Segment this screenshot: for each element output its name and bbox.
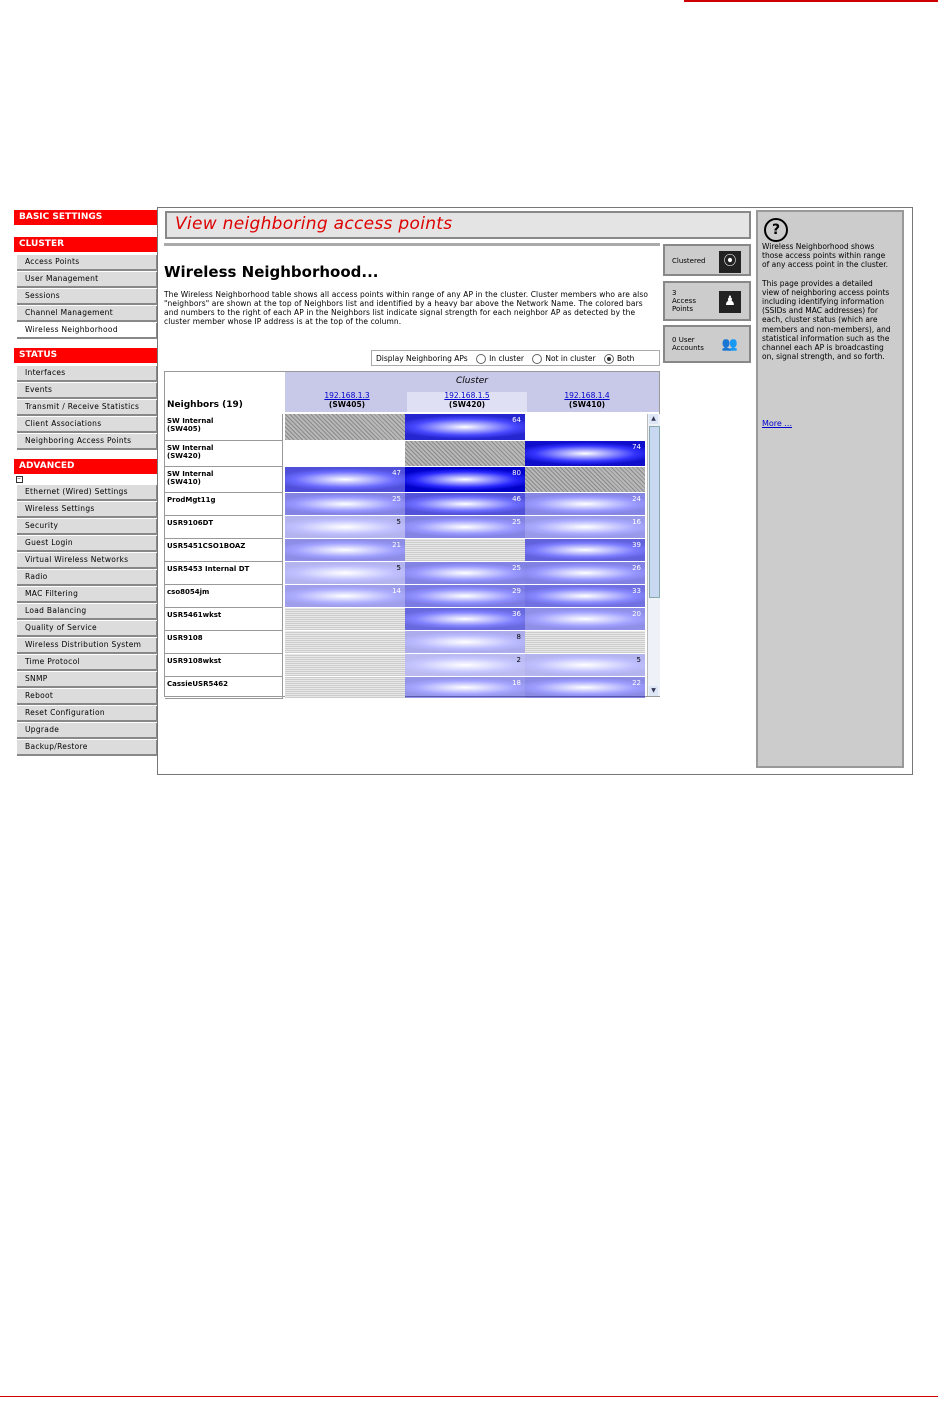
- neighbor-row-name: ProdMgt11g: [165, 493, 283, 516]
- nav-item-neighboring-access-points[interactable]: Neighboring Access Points: [17, 434, 157, 450]
- nav-item-transmit-receive-statistics[interactable]: Transmit / Receive Statistics: [17, 400, 157, 416]
- radio-both-label: Both: [617, 354, 635, 363]
- scrollbar-thumb[interactable]: [649, 426, 660, 598]
- radio-both[interactable]: [604, 354, 614, 364]
- radio-in-cluster-label: In cluster: [489, 354, 524, 363]
- collapse-icon[interactable]: −: [17, 476, 22, 482]
- neighbor-row-name: USR5451CSO1BOAZ: [165, 539, 283, 562]
- radio-not-in-cluster-label: Not in cluster: [545, 354, 596, 363]
- signal-strength-cell: 16: [525, 516, 645, 539]
- nav-item-reboot[interactable]: Reboot: [17, 689, 157, 705]
- signal-strength-cell: 25: [405, 562, 525, 585]
- cluster-title: Cluster: [456, 376, 488, 386]
- no-signal-cell: [285, 654, 405, 677]
- access-points-icon: ♟: [719, 291, 741, 313]
- signal-strength-cell: 74: [525, 441, 645, 467]
- nav-item-security[interactable]: Security: [17, 519, 157, 535]
- signal-strength-cell: 80: [405, 467, 525, 493]
- signal-strength-cell: 36: [405, 608, 525, 631]
- signal-strength-cell: 29: [405, 585, 525, 608]
- nav-item-virtual-wireless-networks[interactable]: Virtual Wireless Networks: [17, 553, 157, 569]
- no-signal-cell: [285, 631, 405, 654]
- signal-strength-cell: 2: [405, 654, 525, 677]
- neighbor-row-name: CassieUSR5462: [165, 677, 283, 699]
- nav-item-interfaces[interactable]: Interfaces: [17, 366, 157, 382]
- signal-strength-cell: 5: [285, 516, 405, 539]
- user-accounts-count: 0: [672, 336, 677, 344]
- signal-strength-cell: 8: [405, 631, 525, 654]
- nav-item-backup-restore[interactable]: Backup/Restore: [17, 740, 157, 756]
- radio-in-cluster[interactable]: [476, 354, 486, 364]
- neighbor-filter: [371, 350, 660, 366]
- nav-item-reset-configuration[interactable]: Reset Configuration: [17, 706, 157, 722]
- empty-cell: [285, 441, 405, 467]
- nav-item-quality-of-service[interactable]: Quality of Service: [17, 621, 157, 637]
- signal-strength-cell: 39: [525, 539, 645, 562]
- nav-item-access-points[interactable]: Access Points: [17, 255, 157, 271]
- nav-section-cluster[interactable]: CLUSTER: [14, 237, 157, 252]
- neighbors-table: [164, 371, 660, 697]
- access-points-label: Access Points: [672, 297, 696, 313]
- access-points-status-box[interactable]: [663, 281, 751, 321]
- sidebar-nav: [14, 210, 157, 757]
- signal-strength-cell: 21: [285, 539, 405, 562]
- cluster-header: [285, 372, 659, 412]
- neighbor-row-name: USR5461wkst: [165, 608, 283, 631]
- column-ap3-name: (SW410): [568, 399, 606, 409]
- scroll-up-icon[interactable]: ▲: [649, 414, 658, 424]
- neighbor-row-name: SW Internal (SW420): [165, 441, 283, 467]
- neighbor-row-name: USR9108wkst: [165, 654, 283, 677]
- help-panel: [756, 210, 904, 768]
- signal-strength-cell: 20: [525, 608, 645, 631]
- column-ap2-name: (SW420): [448, 399, 486, 409]
- signal-strength-cell: 22: [525, 677, 645, 699]
- user-accounts-icon: 👥: [721, 337, 739, 352]
- nav-item-user-management[interactable]: User Management: [17, 272, 157, 288]
- column-header-ap3: [527, 392, 647, 409]
- no-signal-cell: [285, 608, 405, 631]
- nav-section-basic-settings[interactable]: BASIC SETTINGS: [14, 210, 157, 225]
- column-ap2-ip-link[interactable]: 192.168.1.5: [444, 391, 490, 400]
- help-more-link[interactable]: More ...: [762, 419, 793, 428]
- column-header-ap2: [407, 392, 527, 412]
- help-icon: ?: [764, 218, 788, 242]
- nav-item-wireless-settings[interactable]: Wireless Settings: [17, 502, 157, 518]
- signal-strength-cell: 5: [285, 562, 405, 585]
- page-title-bar: [165, 211, 751, 239]
- nav-item-load-balancing[interactable]: Load Balancing: [17, 604, 157, 620]
- access-points-count: 3: [672, 289, 677, 297]
- neighbor-row-name: USR9106DT: [165, 516, 283, 539]
- title-divider: [164, 243, 660, 246]
- signal-strength-cell: 25: [285, 493, 405, 516]
- neighbors-count-label: Neighbors (19): [167, 400, 243, 410]
- self-cell: [405, 441, 525, 467]
- neighbor-row-name: SW Internal (SW405): [165, 414, 283, 441]
- top-rule: [684, 0, 938, 2]
- signal-strength-cell: 24: [525, 493, 645, 516]
- page-heading: Wireless Neighborhood...: [164, 263, 379, 281]
- clustered-label: Clustered: [672, 257, 706, 265]
- signal-strength-cell: 26: [525, 562, 645, 585]
- self-cell: [285, 414, 405, 441]
- bottom-rule: [0, 1396, 938, 1397]
- neighbor-row-name: USR5453 Internal DT: [165, 562, 283, 585]
- no-signal-cell: [285, 677, 405, 699]
- nav-item-wireless-distribution-system[interactable]: Wireless Distribution System: [17, 638, 157, 654]
- self-cell: [525, 467, 645, 493]
- neighbor-row-name: SW Internal (SW410): [165, 467, 283, 493]
- page-description: The Wireless Neighborhood table shows all access points within range of any AP in the cluster. Cluster members who are also "neighbors" are shown at the top of Neighbors list and identified by a heavy bar above the Network Name. The colored bars and numbers to the right of each AP in the Neighbors list indicate signal strength for each neighbor AP as detected by the cluster member whose IP address is at the top of the column.: [164, 290, 649, 326]
- nav-item-events[interactable]: Events: [17, 383, 157, 399]
- signal-strength-cell: 18: [405, 677, 525, 699]
- no-signal-cell: [405, 539, 525, 562]
- column-ap1-ip-link[interactable]: 192.168.1.3: [324, 391, 370, 400]
- signal-strength-cell: 5: [525, 654, 645, 677]
- nav-section-advanced[interactable]: ADVANCED: [14, 459, 157, 474]
- nav-section-status[interactable]: STATUS: [14, 348, 157, 363]
- column-header-ap1: [287, 392, 407, 409]
- signal-strength-cell: 47: [285, 467, 405, 493]
- nav-item-ethernet-wired-settings[interactable]: Ethernet (Wired) Settings: [17, 485, 157, 501]
- nav-item-guest-login[interactable]: Guest Login: [17, 536, 157, 552]
- user-accounts-label: User Accounts: [672, 336, 704, 352]
- signal-strength-cell: 46: [405, 493, 525, 516]
- no-signal-cell: [525, 631, 645, 654]
- filter-label: Display Neighboring APs: [376, 354, 468, 363]
- scroll-down-icon[interactable]: ▼: [649, 686, 658, 696]
- nav-item-mac-filtering[interactable]: MAC Filtering: [17, 587, 157, 603]
- nav-item-radio[interactable]: Radio: [17, 570, 157, 586]
- antenna-icon: ⦿: [719, 251, 741, 273]
- nav-item-upgrade[interactable]: Upgrade: [17, 723, 157, 739]
- nav-item-client-associations[interactable]: Client Associations: [17, 417, 157, 433]
- radio-not-in-cluster[interactable]: [532, 354, 542, 364]
- help-text: [762, 242, 892, 361]
- neighbor-row-name: cso8054jm: [165, 585, 283, 608]
- empty-cell: [525, 414, 645, 441]
- column-ap3-ip-link[interactable]: 192.168.1.4: [564, 391, 610, 400]
- user-accounts-status-box[interactable]: [663, 325, 751, 363]
- column-ap1-name: (SW405): [328, 399, 366, 409]
- help-text-detail: This page provides a detailed view of neighboring access points including identifying information (SSIDs and MAC addresses) for each, cluster status (which are members and non-members), and statistical information such as the channel each AP is broadcasting on, signal strength, and so forth.: [762, 278, 891, 362]
- signal-strength-cell: 64: [405, 414, 525, 441]
- clustered-status-box[interactable]: [663, 244, 751, 276]
- nav-item-time-protocol[interactable]: Time Protocol: [17, 655, 157, 671]
- signal-strength-cell: 33: [525, 585, 645, 608]
- page-title: View neighboring access points: [175, 214, 453, 234]
- nav-item-wireless-neighborhood[interactable]: Wireless Neighborhood: [17, 323, 157, 339]
- table-scrollbar[interactable]: [647, 414, 660, 696]
- nav-item-channel-management[interactable]: Channel Management: [17, 306, 157, 322]
- nav-item-sessions[interactable]: Sessions: [17, 289, 157, 305]
- signal-strength-cell: 14: [285, 585, 405, 608]
- help-text-intro: Wireless Neighborhood shows those access points within range of any access point in the cluster.: [762, 242, 889, 270]
- nav-item-snmp[interactable]: SNMP: [17, 672, 157, 688]
- neighbor-row-name: USR9108: [165, 631, 283, 654]
- signal-strength-cell: 25: [405, 516, 525, 539]
